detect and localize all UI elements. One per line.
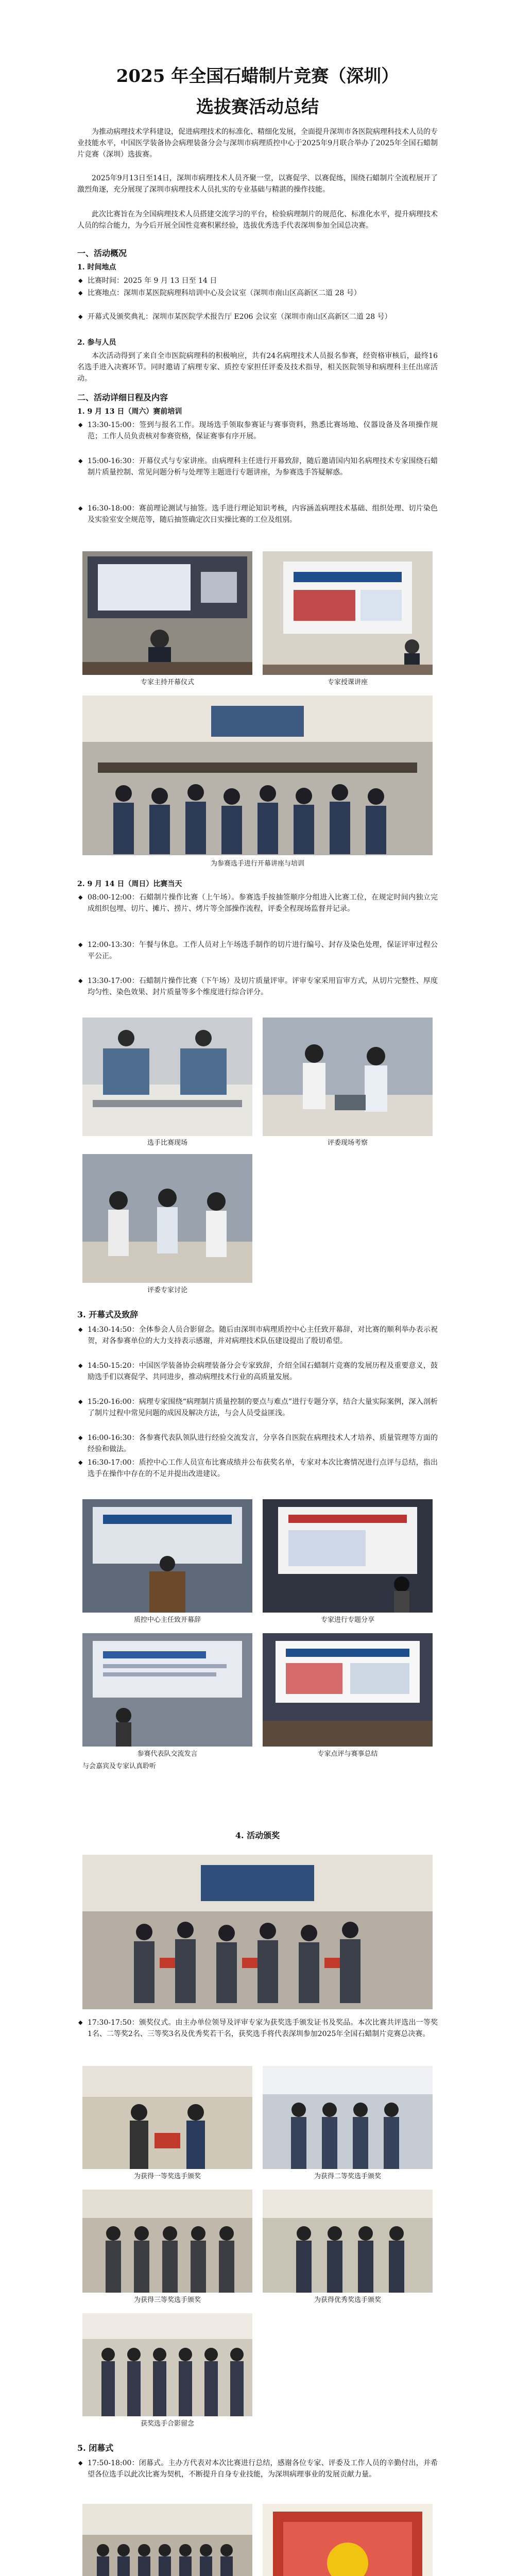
photo-caption: 专家授课讲座 (327, 679, 368, 686)
bullet-item: ◆ 比赛时间：2025 年 9 月 13 日至 14 日 (88, 275, 438, 286)
bullet-item: ◆ 17:30-17:50：颁奖仪式。由主办单位领导及评审专家为获奖选手颁发证书及奖品。本次比赛共评选出一等奖1名、二等奖2名、三等奖3名及优秀奖若干名，获奖选手将代表深圳参加2025年全国石蜡制片竞赛总决赛。 (88, 2017, 438, 2040)
section-heading: 5. 闭幕式 (77, 2443, 114, 2453)
photo-opening-speech (82, 1499, 252, 1613)
bullet-item: ◆ 15:00-16:30：开幕仪式与专家讲座。由病理科主任进行开幕致辞，随后邀请国内知名病理技术专家围绕石蜡制片质量控制、常见问题分析与处理等主题进行专题讲座，为参赛选手答疑解惑。 (88, 455, 438, 478)
photo-caption: 评委专家讨论 (147, 1286, 187, 1294)
bullet-item: ◆ 14:30-14:50：全体参会人员合影留念。随后由深圳市病理质控中心主任致开幕辞，对比赛的顺利举办表示祝贺，对各参赛单位的大力支持表示感谢，并对病理技术队伍建设提出了殷切希望。 (88, 1324, 438, 1347)
intro-paragraph: 此次比赛旨在为全国病理技术人员搭建交流学习的平台，检验病理制片的规范化、标准化水平，提升病理技术人员的综合能力，为今后开展全国性竞赛积累经验，选拔优秀选手代表深圳参加全国总决赛。 (77, 210, 438, 230)
subsection-heading: 1. 9 月 13 日（周六）赛前培训 (77, 408, 182, 416)
photo-caption: 专家主持开幕仪式 (140, 679, 194, 686)
photo-red-banner (263, 2504, 433, 2576)
photo-caption: 质控中心主任致开幕辞 (133, 1616, 201, 1624)
section-heading: 二、活动详细日程及内容 (77, 393, 168, 402)
photo-judges-inspection (263, 1018, 433, 1136)
intro-paragraph: 2025年9月13日至14日，深圳市病理技术人员齐聚一堂，以赛促学、以赛促练，围绕石蜡制片全流程展开了激烈角逐，充分展现了深圳市病理技术人员扎实的专业基础与精湛的操作技能。 (77, 174, 438, 194)
photo-caption: 为获得优秀奖选手颁奖 (314, 2296, 381, 2304)
photo-first-prize (82, 2066, 252, 2169)
photo-caption: 评委现场考察 (327, 1139, 368, 1147)
photo-award-ceremony (82, 1855, 433, 2009)
bullet-item: ◆ 比赛地点：深圳市某医院病理科培训中心及会议室（深圳市南山区高新区二道 28 号） (88, 287, 438, 299)
photo-caption: 专家进行专题分享 (320, 1616, 374, 1624)
photo-caption: 为获得二等奖选手颁奖 (314, 2173, 381, 2180)
bullet-item: ◆ 12:00-13:30：午餐与休息。工作人员对上午场选手制作的切片进行编号、封存及染色处理，保证评审过程公平公正。 (88, 939, 438, 962)
photo-second-prize (263, 2066, 433, 2169)
photo-caption: 选手比赛现场 (147, 1139, 187, 1147)
photo-winners-group (82, 2313, 252, 2416)
photo-caption: 为获得一等奖选手颁奖 (133, 2173, 201, 2180)
photo-expert-sharing (263, 1499, 433, 1613)
section-heading: 4. 活动颁奖 (235, 1831, 280, 1840)
bullet-item: ◆ 14:50-15:20：中国医学装备协会病理装备分会专家致辞，介绍全国石蜡制片竞赛的发展历程及重要意义，鼓励选手们以赛促学、共同进步，推动病理技术行业的高质量发展。 (88, 1360, 438, 1383)
photo-caption: 参赛代表队交流发言 (137, 1750, 198, 1758)
section-heading: 一、活动概况 (77, 248, 127, 258)
photo-opening-ceremony (82, 551, 252, 675)
photo-all-participants (82, 2504, 252, 2576)
photo-lecture (263, 551, 433, 675)
subsection-heading: 2. 9 月 14 日（周日）比赛当天 (77, 880, 182, 888)
photo-third-prize (82, 2190, 252, 2293)
subsection-heading: 1. 时间地点 (77, 263, 116, 272)
document-subtitle: 选拔赛活动总结 (196, 97, 319, 117)
photo-judges-discussion (82, 1154, 252, 1283)
photo-team-exchange (82, 1633, 252, 1747)
photo-merit-prize (263, 2190, 433, 2293)
section-heading: 3. 开幕式及致辞 (77, 1310, 139, 1319)
photo-training-hall (82, 696, 433, 855)
subsection-heading: 2. 参与人员 (77, 338, 116, 347)
photo-caption: 专家点评与赛事总结 (317, 1750, 378, 1758)
bullet-item: ◆ 16:30-18:00：赛前理论测试与抽签。选手进行理论知识考核，内容涵盖病理技术基础、组织处理、切片染色及实验室安全规范等，随后抽签确定次日实操比赛的工位及组别。 (88, 503, 438, 526)
bullet-item: ◆ 16:00-16:30：各参赛代表队领队进行经验交流发言，分享各自医院在病理技术人才培养、质量管理等方面的经验和做法。 (88, 1432, 438, 1455)
bullet-item: ◆ 13:30-17:00：石蜡制片操作比赛（下午场）及切片质量评审。评审专家采用盲审方式，从切片完整性、厚度均匀性、染色效果、封片质量等多个维度进行综合评分。 (88, 975, 438, 998)
photo-caption: 与会嘉宾及专家认真聆听 (82, 1762, 157, 1770)
bullet-item: ◆ 开幕式及颁奖典礼：深圳市某医院学术报告厅 E206 会议室（深圳市南山区高新区二道 28 号） (88, 311, 438, 323)
photo-caption: 获奖选手合影留念 (140, 2420, 194, 2428)
photo-caption: 为获得三等奖选手颁奖 (133, 2296, 201, 2304)
intro-paragraph: 为推动病理技术学科建设，促进病理技术的标准化、精细化发展，全面提升深圳市各医院病理科技术人员的专业技能水平，中国医学装备协会病理装备分会与深圳市病理质控中心于2025年9月联合举办了2025年全国石蜡制片竞赛（深圳）选拔赛。 (77, 128, 438, 159)
bullet-item: ◆ 16:30-17:00：质控中心工作人员宣布比赛成绩并公布获奖名单，专家对本次比赛情况进行点评与总结，指出选手在操作中存在的不足并提出改进建议。 (88, 1457, 438, 1480)
bullet-item: ◆ 15:20-16:00：病理专家围绕“病理制片质量控制的要点与难点”进行专题分享，结合大量实际案例，深入剖析了制片过程中常见问题的成因及解决方法，与会人员受益匪浅。 (88, 1396, 438, 1419)
body-paragraph: 本次活动得到了来自全市医院病理科的积极响应，共有24名病理技术人员报名参赛，经资格审核后，最终16名选手进入决赛环节。同时邀请了病理专家、质控专家担任评委及技术指导，相关医院领导和病理科主任出席活动。 (77, 352, 438, 383)
photo-expert-review (263, 1633, 433, 1747)
bullet-item: ◆ 08:00-12:00：石蜡制片操作比赛（上午场）。参赛选手按抽签顺序分组进入比赛工位，在规定时间内独立完成组织包埋、切片、摊片、捞片、烤片等全部操作流程，评委全程现场监督并记录。 (88, 892, 438, 914)
photo-competition-site (82, 1018, 252, 1136)
bullet-item: ◆ 13:30-15:00：签到与报名工作。现场选手领取参赛证与赛事资料，熟悉比赛场地、仪器设备及各项操作规范；工作人员负责核对参赛资格，保证赛事有序开展。 (88, 419, 438, 442)
document-title: 2025 年全国石蜡制片竞赛（深圳） (116, 66, 399, 87)
bullet-item: ◆ 17:50-18:00：闭幕式。主办方代表对本次比赛进行总结，感谢各位专家、评委及工作人员的辛勤付出，并希望各位选手以此次比赛为契机，不断提升自身专业技能，为深圳病理事业的发展贡献力量。 (88, 2458, 438, 2480)
photo-caption: 为参赛选手进行开幕讲座与培训 (210, 860, 304, 868)
